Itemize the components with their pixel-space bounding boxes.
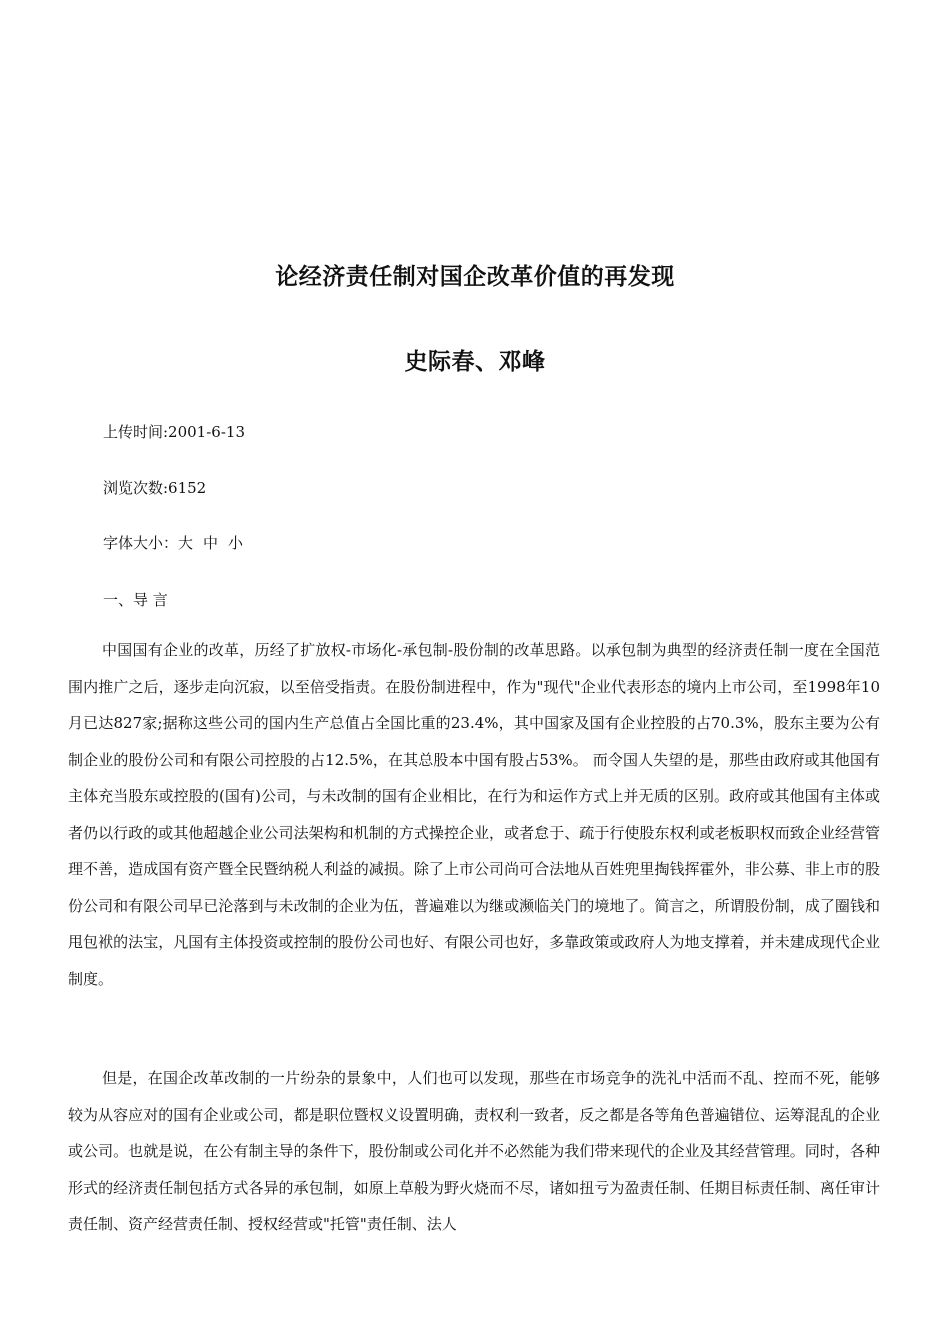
- font-size-large-link[interactable]: 大: [178, 534, 194, 552]
- font-size-selector: [103, 532, 253, 553]
- document-authors: 史际春、邓峰: [404, 349, 546, 375]
- document-title: 论经济责任制对国企改革价值的再发现: [275, 264, 675, 290]
- body-paragraph: 但是，在国企改革改制的一片纷杂的景象中，人们也可以发现，那些在市场竞争的洗礼中活而不乱、控而不死，能够较为从容应对的国有企业或公司，都是职位暨权义设置明确，责权利一致者，反之都是各等角色普遍错位、运筹混乱的企业或公司。也就是说，在公有制主导的条件下，股份制或公司化并不必然能为我们带来现代的企业及其经营管理。同时，各种形式的经济责任制包括方式各异的承包制，如原上草般为野火烧而不尽，诸如扭亏为盈责任制、任期目标责任制、离任审计责任制、资产经营责任制、授权经营或"托管"责任制、法人: [68, 1069, 880, 1233]
- view-count: 浏览次数:6152: [103, 479, 207, 497]
- font-size-small-link[interactable]: 小: [228, 534, 244, 552]
- font-size-label: 字体大小：: [103, 534, 179, 552]
- upload-time: 上传时间:2001-6-13: [103, 423, 245, 441]
- section-heading: 一、导 言: [103, 591, 168, 609]
- font-size-medium-link[interactable]: 中: [203, 534, 219, 552]
- body-paragraph: 中国国有企业的改革，历经了扩放权-市场化-承包制-股份制的改革思路。以承包制为典型的经济责任制一度在全国范围内推广之后，逐步走向沉寂，以至倍受指责。在股份制进程中，作为"现代"企业代表形态的境内上市公司，至1998年10月已达827家;据称这些公司的国内生产总值占全国比重的23.4%，其中国家及国有企业控股的占70.3%，股东主要为公有制企业的股份公司和有限公司控股的占12.5%，在其总股本中国有股占53%。 而令国人失望的是，那些由政府或其他国有主体充当股东或控股的(国有)公司，与未改制的国有企业相比，在行为和运作方式上并无质的区别。政府或其他国有主体或者仍以行政的或其他超越企业公司法架构和机制的方式操控企业，或者怠于、疏于行使股东权利或老板职权而致企业经营管理不善，造成国有资产暨全民暨纳税人利益的减损。除了上市公司尚可合法地从百姓兜里掏钱挥霍外，非公募、非上市的股份公司和有限公司早已沦落到与未改制的企业为伍，普遍难以为继或濒临关门的境地了。简言之，所谓股份制，成了圈钱和甩包袱的法宝，凡国有主体投资或控制的股份公司也好、有限公司也好，多靠政策或政府人为地支撑着，并未建成现代企业制度。: [68, 641, 880, 988]
